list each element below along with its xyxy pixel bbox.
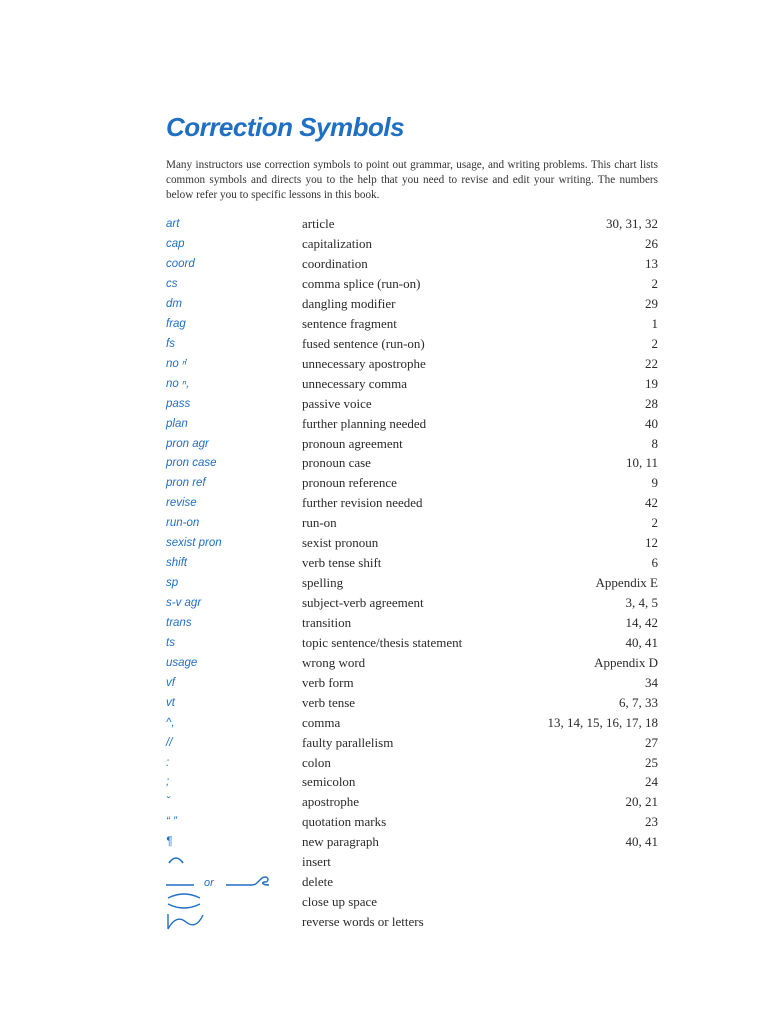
symbol-row: [166, 414, 658, 434]
symbol-row: [166, 254, 658, 274]
symbol: fs: [166, 337, 175, 350]
symbol-description: spelling: [302, 575, 344, 591]
lesson-reference: 40, 41: [625, 634, 658, 650]
symbol-row: [166, 533, 658, 553]
symbol: plan: [166, 417, 188, 430]
symbol: no ⁿ,: [166, 377, 190, 390]
symbol-row: [166, 713, 658, 733]
symbol-row: [166, 912, 658, 932]
correction-symbols-page: [166, 108, 658, 932]
lesson-reference: 40: [645, 415, 658, 431]
symbol: usage: [166, 656, 198, 669]
symbol-row: [166, 434, 658, 454]
lesson-reference: 25: [645, 754, 658, 770]
symbol-description: apostrophe: [302, 794, 360, 810]
symbol-row: [166, 772, 658, 792]
symbol-row: [166, 294, 658, 314]
symbol: s-v agr: [166, 597, 202, 609]
symbol-row: [166, 453, 658, 473]
lesson-reference: 24: [645, 774, 658, 790]
symbol-description: subject-verb agreement: [302, 595, 424, 610]
lesson-reference: Appendix E: [595, 575, 658, 591]
symbol-row: [166, 593, 658, 613]
symbol: cs: [166, 278, 178, 290]
lesson-reference: 27: [645, 734, 658, 750]
lesson-reference: 2: [651, 515, 658, 531]
symbols-table: [166, 214, 658, 932]
symbol-description: article: [302, 216, 335, 232]
symbol: art: [166, 218, 180, 231]
lesson-reference: 20, 21: [625, 794, 658, 810]
symbol-description: fused sentence (run-on): [302, 335, 425, 351]
symbol-description: capitalization: [302, 236, 373, 252]
symbol: ˇ: [166, 796, 170, 809]
lesson-reference: 34: [645, 674, 658, 690]
symbol: vt: [166, 696, 175, 709]
lesson-reference: 12: [645, 535, 658, 551]
lesson-reference: 28: [645, 395, 658, 411]
symbol-row: [166, 872, 658, 892]
lesson-reference: 23: [645, 814, 658, 830]
lesson-reference: 13, 14, 15, 16, 17, 18: [547, 714, 658, 730]
symbol-row: [166, 493, 658, 513]
symbol-row: [166, 374, 658, 394]
symbol-description: reverse words or letters: [302, 914, 424, 929]
symbol: pass: [166, 397, 191, 410]
symbol-row: [166, 852, 658, 872]
symbol: coord: [166, 258, 195, 271]
symbol-description: insert: [302, 854, 331, 870]
symbol-row: [166, 653, 658, 673]
symbol-description: comma splice (run-on): [302, 276, 421, 291]
symbol: revise: [166, 497, 197, 510]
symbol-description: quotation marks: [302, 814, 387, 830]
symbol-row: [166, 892, 658, 912]
symbol-row: [166, 334, 658, 354]
symbol-row: [166, 473, 658, 493]
intro-paragraph: Many instructors use correction symbols to point out grammar, usage, and writing problems. This chart lists common symbols and directs you to the help that you need to revise and edit your writing. The numbers below refer you to specific lessons in this book.: [166, 159, 658, 201]
symbol-description: sentence fragment: [302, 315, 397, 331]
symbol-description: further revision needed: [302, 495, 423, 511]
lesson-reference: 2: [651, 276, 658, 291]
svg-text:or: or: [204, 877, 214, 890]
lesson-reference: Appendix D: [594, 654, 658, 670]
symbol-row: [166, 753, 658, 773]
symbol-description: wrong word: [302, 654, 366, 670]
symbol-description: verb tense shift: [302, 555, 382, 571]
symbol: ts: [166, 636, 175, 649]
symbol: ^,: [166, 716, 175, 729]
lesson-reference: 42: [645, 495, 658, 511]
symbol: trans: [166, 616, 192, 629]
symbol-row: [166, 633, 658, 653]
symbol: :: [166, 756, 170, 769]
lesson-reference: 10, 11: [625, 455, 658, 471]
symbol-row: [166, 832, 658, 852]
lesson-reference: 40, 41: [625, 834, 658, 850]
symbol: sp: [166, 577, 179, 590]
symbol: pron ref: [166, 477, 206, 490]
symbol: no ⁿ̓: [166, 357, 187, 370]
symbol-description: passive voice: [302, 395, 372, 411]
symbol-row: [166, 234, 658, 254]
lesson-reference: 6: [651, 555, 658, 571]
lesson-reference: 1: [651, 315, 658, 331]
lesson-reference: 30, 31, 32: [606, 216, 658, 232]
symbol: ;: [166, 776, 170, 789]
symbol: pron agr: [166, 437, 209, 450]
lesson-reference: 2: [651, 335, 658, 351]
symbol-row: [166, 553, 658, 573]
symbol-description: delete: [302, 874, 334, 890]
symbol-description: pronoun agreement: [302, 435, 403, 451]
lesson-reference: 3, 4, 5: [625, 595, 658, 610]
symbol-description: dangling modifier: [302, 295, 396, 311]
lesson-reference: 6, 7, 33: [619, 694, 658, 710]
symbol-row: [166, 733, 658, 753]
symbol-row: [166, 812, 658, 832]
symbol-description: unnecessary apostrophe: [302, 355, 426, 371]
symbol: dm: [166, 297, 182, 310]
symbol-description: pronoun reference: [302, 475, 397, 491]
symbol-row: [166, 792, 658, 812]
symbol: sexist pron: [166, 537, 222, 550]
symbol: ¶: [166, 836, 173, 849]
symbol: //: [166, 736, 173, 749]
symbol-row: [166, 693, 658, 713]
lesson-reference: 26: [645, 236, 658, 252]
lesson-reference: 8: [651, 435, 658, 451]
symbol-row: [166, 613, 658, 633]
symbol-description: coordination: [302, 256, 368, 272]
symbol-description: verb form: [302, 674, 354, 690]
symbol-row: [166, 274, 658, 294]
insert-mark-icon: [166, 852, 186, 872]
symbol-description: verb tense: [302, 694, 356, 710]
lesson-reference: 22: [645, 355, 658, 371]
symbol-description: run-on: [302, 515, 337, 531]
symbol-description: topic sentence/thesis statement: [302, 634, 463, 650]
symbol-row: [166, 354, 658, 374]
symbol-description: close up space: [302, 894, 378, 910]
page-title: Correction Symbols: [166, 112, 405, 142]
lesson-reference: 9: [651, 475, 658, 491]
lesson-reference: 29: [645, 295, 658, 311]
lesson-reference: 19: [645, 375, 658, 391]
symbol-description: further planning needed: [302, 415, 427, 431]
symbol: pron case: [166, 457, 217, 470]
symbol: “ ”: [166, 816, 177, 829]
symbol-description: unnecessary comma: [302, 375, 408, 391]
symbol: run-on: [166, 517, 200, 530]
symbol: frag: [166, 317, 186, 330]
symbol: shift: [166, 557, 188, 570]
symbol-row: [166, 314, 658, 334]
symbol-description: sexist pronoun: [302, 535, 379, 551]
symbol-description: colon: [302, 754, 331, 770]
reverse-mark-icon: [166, 912, 206, 938]
symbol-description: transition: [302, 614, 352, 630]
symbol: cap: [166, 238, 185, 251]
symbol-description: faulty parallelism: [302, 734, 394, 750]
symbol-description: comma: [302, 714, 341, 730]
symbol-row: [166, 394, 658, 414]
symbol-row: [166, 673, 658, 693]
lesson-reference: 14, 42: [625, 614, 658, 630]
symbol-row: [166, 513, 658, 533]
symbol-row: [166, 214, 658, 234]
symbol-description: new paragraph: [302, 834, 379, 850]
symbol: vf: [166, 676, 175, 689]
symbol-description: semicolon: [302, 774, 356, 790]
symbol-row: [166, 573, 658, 593]
lesson-reference: 13: [645, 256, 658, 272]
symbol-description: pronoun case: [302, 455, 371, 471]
